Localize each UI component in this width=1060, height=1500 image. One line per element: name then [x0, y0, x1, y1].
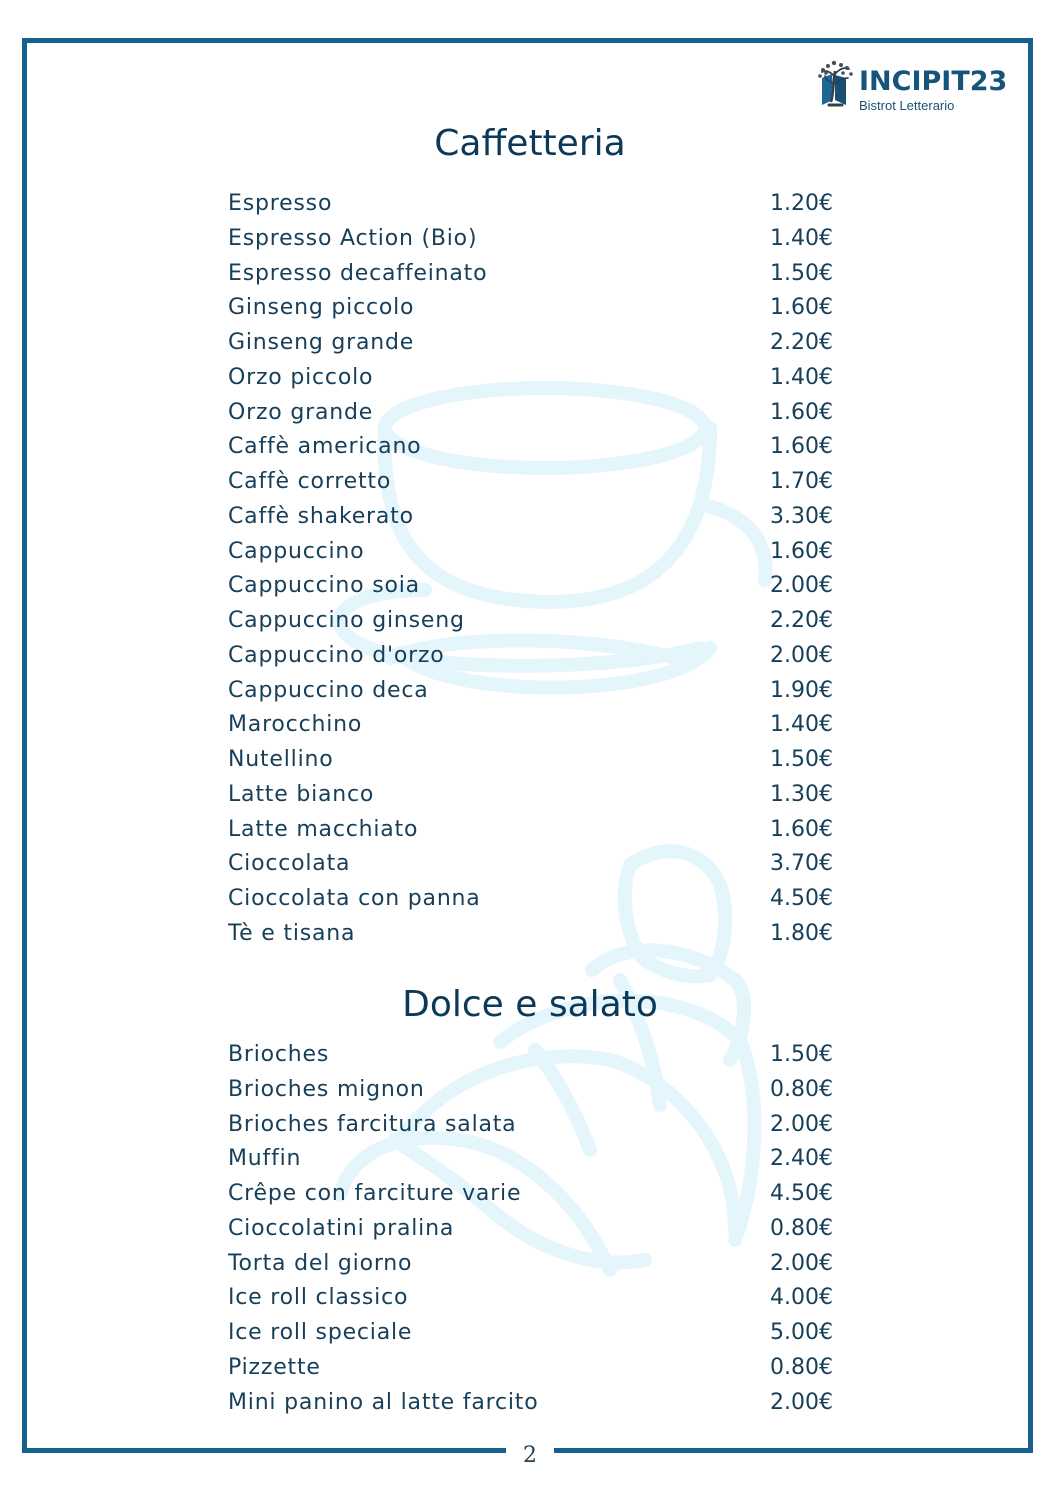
menu-item-name: Brioches farcitura salata	[228, 1111, 517, 1137]
menu-item	[228, 674, 833, 709]
menu-item-name: Cappuccino	[228, 538, 365, 564]
menu-item-name: Latte macchiato	[228, 816, 419, 842]
menu-item	[228, 847, 833, 882]
menu-item	[228, 743, 833, 778]
menu-item-price: 1.60€	[770, 399, 833, 425]
menu-item-price: 1.60€	[770, 434, 833, 460]
menu-item	[228, 291, 833, 326]
menu-item-name: Cioccolata	[228, 851, 351, 877]
menu-item	[228, 708, 833, 743]
menu-item	[228, 257, 833, 292]
menu-item	[228, 1073, 833, 1108]
menu-item-name: Nutellino	[228, 747, 334, 772]
menu-item-price: 1.50€	[770, 1042, 833, 1067]
menu-item-name: Cappuccino ginseng	[228, 608, 465, 633]
menu-item-price: 1.70€	[770, 469, 833, 494]
menu-item	[228, 882, 833, 917]
menu-item	[228, 535, 833, 570]
menu-item	[228, 1386, 833, 1421]
dolce-e-salato-menu-list	[228, 1038, 833, 1420]
menu-item-price: 1.60€	[770, 816, 833, 842]
menu-item	[228, 1142, 833, 1177]
menu-item-name: Espresso Action (Bio)	[228, 225, 478, 251]
menu-item-price: 1.30€	[770, 781, 833, 807]
menu-item-price: 1.60€	[770, 538, 833, 564]
menu-item-name: Brioches	[228, 1042, 330, 1067]
menu-item-name: Cioccolata con panna	[228, 886, 481, 911]
menu-item-price: 2.00€	[770, 1111, 833, 1137]
menu-item-name: Latte bianco	[228, 781, 375, 807]
menu-item	[228, 430, 833, 465]
caffetteria-title: Caffetteria	[434, 123, 626, 164]
menu-item-name: Mini panino al latte farcito	[228, 1389, 539, 1415]
menu-item-name: Torta del giorno	[228, 1250, 413, 1276]
book-tree-logo-icon	[810, 58, 860, 112]
menu-item	[228, 465, 833, 500]
menu-item-price: 0.80€	[770, 1076, 833, 1102]
menu-item-price: 1.50€	[770, 260, 833, 286]
menu-item-price: 1.40€	[770, 712, 833, 738]
menu-item-price: 4.50€	[770, 886, 833, 911]
menu-item-price: 2.20€	[770, 608, 833, 633]
menu-item	[228, 1351, 833, 1386]
menu-item-price: 1.40€	[770, 364, 833, 390]
menu-item-price: 4.00€	[770, 1285, 833, 1311]
menu-item-price: 1.20€	[770, 191, 833, 216]
menu-item-price: 1.40€	[770, 225, 833, 251]
menu-item-price: 3.30€	[770, 503, 833, 529]
menu-item	[228, 187, 833, 222]
menu-item-name: Ice roll classico	[228, 1285, 409, 1311]
menu-item-name: Ice roll speciale	[228, 1320, 413, 1345]
menu-item-name: Caffè shakerato	[228, 503, 414, 529]
page-number: 2	[523, 1443, 537, 1468]
brand-subtitle: Bistrot Letterario	[859, 98, 955, 113]
menu-item-name: Marocchino	[228, 712, 363, 738]
menu-item	[228, 778, 833, 813]
menu-item-name: Crêpe con farciture varie	[228, 1181, 522, 1206]
menu-item-price: 5.00€	[770, 1320, 833, 1345]
menu-item-price: 1.50€	[770, 747, 833, 772]
menu-item-name: Caffè americano	[228, 434, 422, 460]
brand-logo	[810, 58, 1020, 116]
menu-item-name: Cappuccino deca	[228, 677, 429, 703]
menu-item-price: 3.70€	[770, 851, 833, 877]
menu-item-price: 1.90€	[770, 677, 833, 703]
menu-item	[228, 813, 833, 848]
menu-item-price: 2.40€	[770, 1146, 833, 1172]
menu-item-price: 2.20€	[770, 330, 833, 355]
menu-item-price: 4.50€	[770, 1181, 833, 1206]
menu-item	[228, 1038, 833, 1073]
menu-item-name: Orzo piccolo	[228, 364, 374, 390]
menu-item	[228, 361, 833, 396]
menu-item-name: Cappuccino d'orzo	[228, 642, 445, 668]
menu-item	[228, 396, 833, 431]
menu-item-name: Tè e tisana	[228, 920, 356, 946]
dolce-e-salato-title: Dolce e salato	[402, 984, 658, 1025]
menu-item	[228, 1108, 833, 1143]
menu-item-name: Caffè corretto	[228, 469, 392, 494]
menu-item-price: 0.80€	[770, 1215, 833, 1241]
menu-item	[228, 1177, 833, 1212]
menu-item	[228, 1212, 833, 1247]
menu-item	[228, 222, 833, 257]
menu-item-price: 0.80€	[770, 1354, 833, 1380]
menu-item-name: Muffin	[228, 1146, 302, 1172]
menu-item-price: 2.00€	[770, 642, 833, 668]
menu-item-price: 1.80€	[770, 920, 833, 946]
menu-item	[228, 500, 833, 535]
caffetteria-menu-list	[228, 187, 833, 952]
menu-item-name: Espresso	[228, 191, 333, 216]
menu-item-price: 2.00€	[770, 1250, 833, 1276]
brand-name: INCIPIT23	[859, 66, 1008, 97]
menu-item	[228, 639, 833, 674]
menu-item-price: 2.00€	[770, 573, 833, 599]
menu-item	[228, 917, 833, 952]
menu-item	[228, 604, 833, 639]
menu-item-name: Ginseng piccolo	[228, 295, 415, 321]
menu-item-name: Cappuccino soia	[228, 573, 420, 599]
menu-item	[228, 1316, 833, 1351]
menu-item-price: 1.60€	[770, 295, 833, 321]
menu-item-name: Ginseng grande	[228, 330, 415, 355]
menu-item	[228, 569, 833, 604]
menu-item-name: Espresso decaffeinato	[228, 260, 488, 286]
menu-item-name: Brioches mignon	[228, 1076, 425, 1102]
menu-item-name: Orzo grande	[228, 399, 374, 425]
menu-item-name: Cioccolatini pralina	[228, 1215, 455, 1241]
menu-item-name: Pizzette	[228, 1354, 321, 1380]
menu-item-price: 2.00€	[770, 1389, 833, 1415]
menu-item	[228, 1281, 833, 1316]
menu-item	[228, 326, 833, 361]
menu-item	[228, 1247, 833, 1282]
